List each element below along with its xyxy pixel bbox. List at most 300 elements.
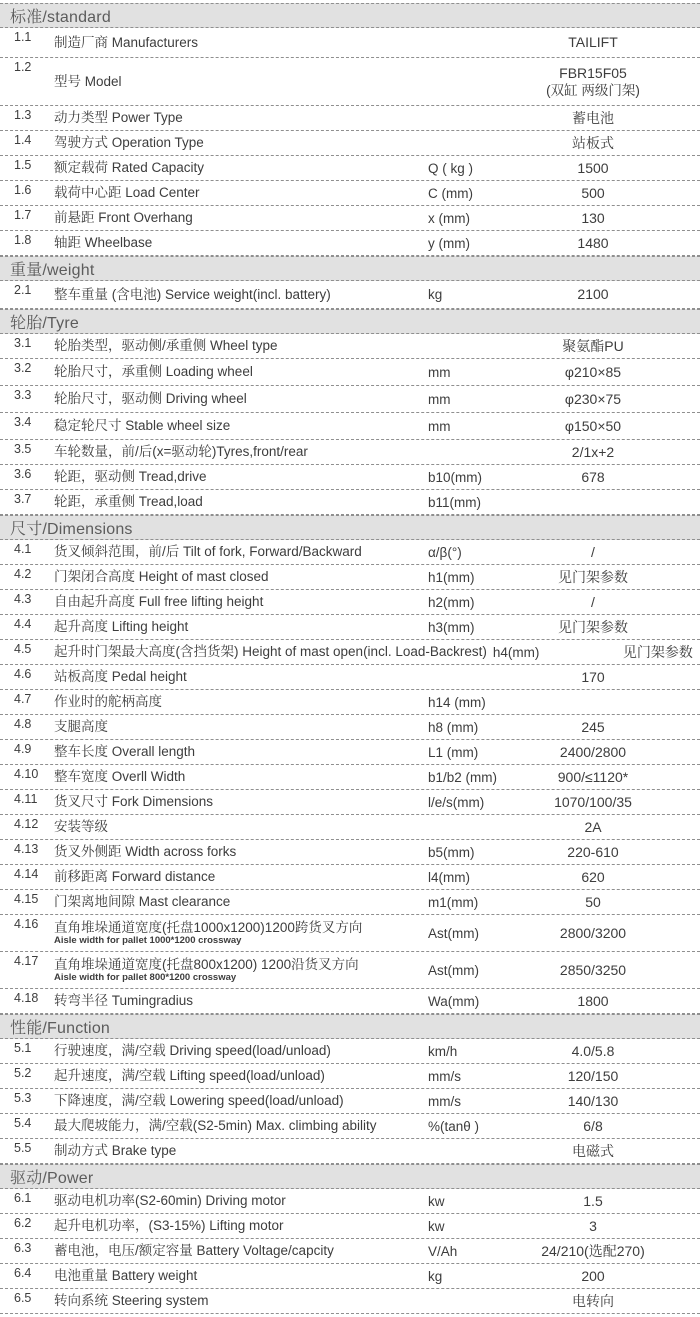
row-number: 4.2 xyxy=(14,567,32,581)
row-value-text: 1500 xyxy=(577,159,609,176)
row-label-text: 门架闭合高度 Height of mast closed xyxy=(54,569,269,585)
row-label-text: 前悬距 Front Overhang xyxy=(54,210,193,226)
row-number: 3.7 xyxy=(14,492,32,506)
row-unit: b10(mm) xyxy=(428,469,483,485)
spec-row xyxy=(0,1289,700,1314)
row-label xyxy=(54,794,428,810)
spec-row xyxy=(0,615,700,640)
row-label xyxy=(54,1068,428,1084)
row-label-text: 驾驶方式 Operation Type xyxy=(54,135,204,151)
row-label-text: 转向系统 Steering system xyxy=(54,1293,209,1309)
row-label-text: 门架离地间隙 Mast clearance xyxy=(54,894,231,910)
row-value-text: 见门架参数 xyxy=(558,618,628,635)
row-number: 4.12 xyxy=(14,817,39,831)
spec-row xyxy=(0,58,700,106)
row-value-text: 2/1x+2 xyxy=(571,443,615,460)
row-value-text: 245 xyxy=(581,718,605,735)
row-unit: km/h xyxy=(428,1043,458,1059)
row-value-text: 24/210(选配270) xyxy=(541,1242,645,1259)
row-label-text: 起升时门架最大高度(含挡货架) Height of mast open(incl. Load-Backrest) xyxy=(54,644,487,660)
row-unit: b5(mm) xyxy=(428,844,475,860)
spec-row xyxy=(0,1039,700,1064)
row-value xyxy=(490,134,700,152)
row-label xyxy=(54,494,428,510)
spec-row xyxy=(0,815,700,840)
row-label-text: 驱动电机功率(S2-60min) Driving motor xyxy=(54,1193,286,1209)
spec-row xyxy=(0,181,700,206)
row-value-text: 蓄电池 xyxy=(572,109,614,126)
row-value xyxy=(490,868,700,886)
row-label xyxy=(54,338,428,354)
spec-row xyxy=(0,1239,700,1264)
row-label-text: 轴距 Wheelbase xyxy=(54,235,153,251)
spec-row xyxy=(0,1114,700,1139)
row-label-text: 起升高度 Lifting height xyxy=(54,619,189,635)
row-value-text: 678 xyxy=(581,468,605,485)
row-label-text: 前移距离 Forward distance xyxy=(54,869,216,885)
row-value xyxy=(490,1292,700,1310)
row-value-text: 1.5 xyxy=(583,1192,603,1209)
row-value-text: 2A xyxy=(584,818,602,835)
row-label xyxy=(54,957,428,984)
row-label xyxy=(54,594,428,610)
row-number: 3.5 xyxy=(14,442,32,456)
row-number: 4.7 xyxy=(14,692,32,706)
row-label xyxy=(54,844,428,860)
spec-row xyxy=(0,1214,700,1239)
row-label xyxy=(54,1218,428,1234)
row-number: 3.2 xyxy=(14,361,32,375)
row-value xyxy=(490,618,700,636)
row-unit: b11(mm) xyxy=(428,494,482,510)
row-number: 5.2 xyxy=(14,1066,32,1080)
spec-row xyxy=(0,359,700,386)
row-label xyxy=(54,744,428,760)
spec-row xyxy=(0,386,700,413)
row-number: 4.14 xyxy=(14,867,39,881)
row-value-text: 900/≤1120* xyxy=(557,768,629,785)
row-value xyxy=(490,109,700,127)
row-value xyxy=(490,568,700,586)
spec-row xyxy=(0,1064,700,1089)
row-unit: kw xyxy=(428,1193,445,1209)
spec-row xyxy=(0,715,700,740)
row-value-text: 500 xyxy=(581,184,605,201)
row-label-text: 轮胎尺寸，承重侧 Loading wheel xyxy=(54,364,253,380)
row-label xyxy=(54,894,428,910)
row-unit: kw xyxy=(428,1218,445,1234)
row-label xyxy=(54,1193,428,1209)
row-unit: h14 (mm) xyxy=(428,694,486,710)
spec-row xyxy=(0,281,700,309)
spec-row xyxy=(0,206,700,231)
row-unit: l/e/s(mm) xyxy=(428,794,485,810)
row-label-text: 安装等级 xyxy=(54,819,108,835)
row-value-text: 1800 xyxy=(577,992,609,1009)
spec-row xyxy=(0,540,700,565)
row-value-text: 220-610 xyxy=(567,843,619,860)
row-value-text: 2400/2800 xyxy=(559,743,627,760)
row-number: 4.1 xyxy=(14,542,32,556)
row-label-text: 轮距，承重侧 Tread,load xyxy=(54,494,203,510)
row-number: 6.3 xyxy=(14,1241,32,1255)
row-label xyxy=(54,391,428,407)
row-label xyxy=(54,364,428,380)
section-header: 性能/Function xyxy=(0,1014,700,1039)
row-value xyxy=(490,1242,700,1260)
row-unit: h2(mm) xyxy=(428,594,475,610)
row-value-text: 2100 xyxy=(577,286,609,303)
row-label-text: 轮胎类型，驱动侧/承重侧 Wheel type xyxy=(54,338,278,354)
row-value-text: 2800/3200 xyxy=(559,924,627,941)
row-label-text: 制造厂商 Manufacturers xyxy=(54,34,199,50)
row-unit: α/β(°) xyxy=(428,544,462,560)
row-value xyxy=(490,543,700,561)
row-unit: h3(mm) xyxy=(428,619,475,635)
row-value xyxy=(490,1142,700,1160)
row-number: 4.11 xyxy=(14,792,38,806)
row-value xyxy=(490,768,700,786)
row-number: 3.1 xyxy=(14,336,32,350)
row-number: 1.7 xyxy=(14,208,32,222)
row-unit: h1(mm) xyxy=(428,569,475,585)
row-value xyxy=(490,743,700,761)
row-number: 1.8 xyxy=(14,233,32,247)
row-number: 5.5 xyxy=(14,1141,32,1155)
row-label-text: 最大爬坡能力，满/空载(S2-5min) Max. climbing ability xyxy=(54,1118,377,1134)
row-number: 1.6 xyxy=(14,183,32,197)
spec-row xyxy=(0,490,700,515)
row-label-text: 蓄电池，电压/额定容量 Battery Voltage/capcity xyxy=(54,1243,334,1259)
row-value-text: 聚氨酯PU xyxy=(562,337,624,354)
row-label xyxy=(54,719,428,735)
row-label-text: 动力类型 Power Type xyxy=(54,110,183,126)
row-label-text: 下降速度，满/空载 Lowering speed(load/unload) xyxy=(54,1093,344,1109)
row-label xyxy=(54,1293,428,1309)
row-value xyxy=(490,1267,700,1285)
row-label xyxy=(54,1043,428,1059)
row-label xyxy=(54,1243,428,1259)
row-label-text: 整车宽度 Overll Width xyxy=(54,769,186,785)
row-number: 1.1 xyxy=(14,30,32,44)
row-label-text: 起升电机功率，(S3-15%) Lifting motor xyxy=(54,1218,284,1234)
row-unit: Ast(mm) xyxy=(428,962,479,978)
row-unit: h4(mm) xyxy=(492,644,540,660)
row-value-text: TAILIFT xyxy=(568,34,618,51)
row-label-text: 轮胎尺寸，驱动侧 Driving wheel xyxy=(54,391,247,407)
row-label xyxy=(54,469,428,485)
row-value xyxy=(490,593,700,611)
row-unit: y (mm) xyxy=(428,235,470,251)
row-value xyxy=(490,1217,700,1235)
row-value-text: 电磁式 xyxy=(572,1142,614,1159)
spec-row xyxy=(0,890,700,915)
row-label xyxy=(54,160,428,176)
row-unit: mm/s xyxy=(428,1093,461,1109)
row-number: 4.9 xyxy=(14,742,32,756)
row-unit: V/Ah xyxy=(428,1243,458,1259)
row-label-text: 电池重量 Battery weight xyxy=(54,1268,198,1284)
row-value-text: φ210×85 xyxy=(564,363,622,380)
row-value xyxy=(490,443,700,461)
row-number: 4.6 xyxy=(14,667,32,681)
spec-row xyxy=(0,440,700,465)
row-number: 4.17 xyxy=(14,954,39,968)
row-label xyxy=(54,74,428,90)
row-value xyxy=(490,818,700,836)
row-number: 4.15 xyxy=(14,892,39,906)
spec-row xyxy=(0,665,700,690)
row-label xyxy=(54,569,428,585)
row-label xyxy=(54,235,428,251)
section-header: 标准/standard xyxy=(0,3,700,28)
row-value xyxy=(490,793,700,811)
spec-row xyxy=(0,156,700,181)
row-label xyxy=(54,185,428,201)
row-number: 4.5 xyxy=(14,642,32,656)
row-value-text: 4.0/5.8 xyxy=(571,1042,615,1059)
row-label xyxy=(54,869,428,885)
row-label xyxy=(54,769,428,785)
row-label-text: 直角堆垛通道宽度(托盘1000x1200)1200跨货叉方向 xyxy=(54,919,363,935)
row-label xyxy=(54,644,493,660)
row-label xyxy=(54,819,428,835)
row-number: 5.3 xyxy=(14,1091,32,1105)
spec-row xyxy=(0,790,700,815)
row-sublabel: Aisle width for pallet 1000*1200 crossway xyxy=(54,935,242,947)
row-value-text: 6/8 xyxy=(583,1117,603,1134)
row-number: 4.16 xyxy=(14,917,39,931)
row-unit: h8 (mm) xyxy=(428,719,479,735)
row-value xyxy=(490,668,700,686)
row-label-text: 整车长度 Overall length xyxy=(54,744,196,760)
row-value-text: 1480 xyxy=(577,234,609,251)
spec-row xyxy=(0,765,700,790)
spec-row xyxy=(0,465,700,490)
section-header: 重量/weight xyxy=(0,256,700,281)
row-unit: kg xyxy=(428,1268,443,1284)
row-number: 5.1 xyxy=(14,1041,32,1055)
row-number: 6.4 xyxy=(14,1266,32,1280)
spec-row xyxy=(0,1264,700,1289)
row-value-text: φ230×75 xyxy=(564,390,622,407)
row-number: 1.2 xyxy=(14,60,32,74)
row-label xyxy=(54,920,428,947)
row-value-text: 2850/3250 xyxy=(559,961,627,978)
row-value-text: 620 xyxy=(581,868,605,885)
row-label xyxy=(54,669,428,685)
row-unit: m1(mm) xyxy=(428,894,479,910)
row-label-text: 货叉外侧距 Width across forks xyxy=(54,844,237,860)
row-value xyxy=(490,718,700,736)
row-label-text: 车轮数量，前/后(x=驱动轮)Tyres,front/rear xyxy=(54,444,308,460)
row-label-text: 额定载荷 Rated Capacity xyxy=(54,160,205,176)
row-unit: Q ( kg ) xyxy=(428,160,474,176)
row-label-text: 型号 Model xyxy=(54,73,122,89)
spec-row xyxy=(0,131,700,156)
section-header: 尺寸/Dimensions xyxy=(0,515,700,540)
row-label-text: 自由起升高度 Full free lifting height xyxy=(54,594,264,610)
row-number: 3.6 xyxy=(14,467,32,481)
row-label xyxy=(54,1143,428,1159)
row-value-text: 140/130 xyxy=(567,1092,619,1109)
row-number: 1.3 xyxy=(14,108,32,122)
row-value xyxy=(490,1067,700,1085)
row-value-text: 站板式 xyxy=(572,134,614,151)
row-value xyxy=(490,159,700,177)
row-value xyxy=(490,961,700,979)
row-number: 6.1 xyxy=(14,1191,32,1205)
spec-row xyxy=(0,640,700,665)
row-value xyxy=(490,843,700,861)
row-unit: Ast(mm) xyxy=(428,925,479,941)
spec-row xyxy=(0,690,700,715)
row-value-text: 200 xyxy=(581,1267,605,1284)
row-label xyxy=(54,1118,428,1134)
row-value xyxy=(490,1117,700,1135)
row-value-text: 120/150 xyxy=(567,1067,619,1084)
row-value xyxy=(490,924,700,942)
spec-row xyxy=(0,840,700,865)
spec-row xyxy=(0,740,700,765)
spec-row xyxy=(0,1139,700,1164)
row-value-text: 3 xyxy=(589,1217,597,1234)
row-value-text: 见门架参数 xyxy=(558,568,628,585)
row-label-text: 站板高度 Pedal height xyxy=(54,669,187,685)
spec-row xyxy=(0,1089,700,1114)
row-number: 4.3 xyxy=(14,592,32,606)
row-number: 4.18 xyxy=(14,991,39,1005)
spec-row xyxy=(0,989,700,1014)
row-value xyxy=(490,1042,700,1060)
row-number: 4.10 xyxy=(14,767,39,781)
row-label xyxy=(54,35,428,51)
row-label-text: 制动方式 Brake type xyxy=(54,1143,177,1159)
row-sublabel: Aisle width for pallet 800*1200 crossway xyxy=(54,972,237,984)
row-value-text: 130 xyxy=(581,209,605,226)
row-label-text: 起升速度，满/空载 Lifting speed(load/unload) xyxy=(54,1068,325,1084)
row-value-text: 1070/100/35 xyxy=(554,793,632,810)
row-label xyxy=(54,110,428,126)
spec-row xyxy=(0,334,700,359)
row-value xyxy=(490,209,700,227)
row-value xyxy=(490,234,700,252)
section-header: 轮胎/Tyre xyxy=(0,309,700,334)
row-value xyxy=(490,893,700,911)
row-number: 5.4 xyxy=(14,1116,32,1130)
row-value xyxy=(490,417,700,435)
spec-row xyxy=(0,565,700,590)
row-value-line2: (双缸 两级门架) xyxy=(546,82,640,98)
row-value xyxy=(490,33,700,51)
spec-row xyxy=(0,28,700,58)
spec-row xyxy=(0,413,700,440)
row-unit: b1/b2 (mm) xyxy=(428,769,498,785)
spec-row xyxy=(0,106,700,131)
row-label-text: 货叉尺寸 Fork Dimensions xyxy=(54,794,214,810)
row-unit: Wa(mm) xyxy=(428,993,480,1009)
row-label-text: 直角堆垛通道宽度(托盘800x1200) 1200沿货叉方向 xyxy=(54,956,359,972)
row-unit: mm xyxy=(428,364,451,380)
spec-row xyxy=(0,915,700,952)
row-value xyxy=(490,1092,700,1110)
row-label-text: 轮距，驱动侧 Tread,drive xyxy=(54,469,207,485)
row-value xyxy=(490,390,700,408)
row-value xyxy=(490,337,700,355)
row-label-text: 整车重量 (含电池) Service weight(incl. battery) xyxy=(54,286,331,302)
row-value-text: 电转向 xyxy=(572,1292,614,1309)
row-label xyxy=(54,544,428,560)
row-unit: L1 (mm) xyxy=(428,744,479,760)
row-label xyxy=(54,135,428,151)
row-value xyxy=(490,184,700,202)
row-value-text: 170 xyxy=(581,668,605,685)
row-number: 4.4 xyxy=(14,617,32,631)
row-value-text: / xyxy=(591,593,595,610)
row-label-text: 转弯半径 Tumingradius xyxy=(54,993,194,1009)
row-number: 1.5 xyxy=(14,158,32,172)
row-value xyxy=(490,64,700,100)
row-value xyxy=(490,468,700,486)
row-label xyxy=(54,619,428,635)
row-label xyxy=(54,1268,428,1284)
spec-row xyxy=(0,952,700,989)
spec-row xyxy=(0,1189,700,1214)
row-number: 3.4 xyxy=(14,415,32,429)
row-number: 6.2 xyxy=(14,1216,32,1230)
row-number: 4.8 xyxy=(14,717,32,731)
row-unit: mm xyxy=(428,418,451,434)
row-value xyxy=(555,643,700,661)
row-label xyxy=(54,694,428,710)
row-unit: %(tanθ ) xyxy=(428,1118,480,1134)
row-label xyxy=(54,993,428,1009)
section-header: 驱动/Power xyxy=(0,1164,700,1189)
row-number: 4.13 xyxy=(14,842,39,856)
row-label xyxy=(54,210,428,226)
row-value xyxy=(490,285,700,303)
row-label xyxy=(54,1093,428,1109)
row-unit: kg xyxy=(428,287,443,302)
row-label xyxy=(54,444,428,460)
row-label-text: 支腿高度 xyxy=(54,719,108,735)
row-unit: l4(mm) xyxy=(428,869,470,885)
row-label xyxy=(54,418,428,434)
row-label-text: 载荷中心距 Load Center xyxy=(54,185,200,201)
row-value-text: / xyxy=(591,543,595,560)
spec-row xyxy=(0,865,700,890)
row-label-text: 货叉倾斜范围，前/后 Tilt of fork, Forward/Backward xyxy=(54,544,362,560)
row-number: 6.5 xyxy=(14,1291,32,1305)
row-unit: mm xyxy=(428,391,451,407)
row-number: 2.1 xyxy=(14,283,32,297)
row-label xyxy=(54,287,428,303)
row-label-text: 稳定轮尺寸 Stable wheel size xyxy=(54,418,231,434)
spec-row xyxy=(0,231,700,256)
row-value-text: 50 xyxy=(585,893,601,910)
spec-row xyxy=(0,590,700,615)
row-value-text: 见门架参数 xyxy=(622,643,693,660)
row-number: 1.4 xyxy=(14,133,32,147)
row-value-text: FBR15F05 xyxy=(559,64,627,81)
row-number: 3.3 xyxy=(14,388,32,402)
row-value xyxy=(490,363,700,381)
row-unit: x (mm) xyxy=(428,210,470,226)
row-value xyxy=(490,992,700,1010)
row-label-text: 作业时的舵柄高度 xyxy=(54,694,162,710)
row-unit: mm/s xyxy=(428,1068,461,1084)
row-unit: C (mm) xyxy=(428,185,473,201)
